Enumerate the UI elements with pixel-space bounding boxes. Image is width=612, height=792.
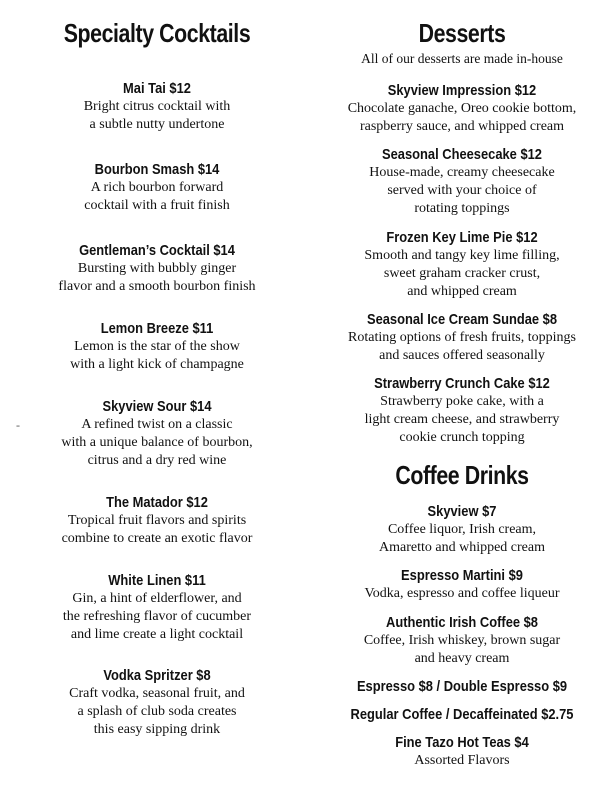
coffee-item-skyview: [322, 503, 602, 557]
item-name: Regular Coffee / Decaffeinated: [350, 706, 538, 723]
item-name-line: [32, 572, 281, 590]
item-name: Skyview Impression: [387, 82, 512, 99]
item-name-line: [342, 146, 583, 164]
cocktail-item-mai-tai: [12, 80, 302, 134]
item-desc: Vodka, espresso and coffee liqueur: [364, 586, 560, 601]
cocktail-item-lemon-breeze: [12, 320, 302, 374]
dessert-item-ice-cream-sundae: [322, 311, 602, 365]
item-desc: Coffee liquor, Irish cream,: [387, 522, 537, 537]
stray-mark: -: [16, 418, 20, 432]
item-name: Lemon Breeze: [100, 320, 189, 337]
coffee-item-hot-teas: [322, 734, 602, 770]
item-desc: a splash of club soda creates: [77, 704, 237, 719]
item-name-line: [32, 242, 281, 260]
item-price: $12: [516, 229, 538, 246]
item-desc: A rich bourbon forward: [90, 180, 224, 195]
item-desc: and whipped cream: [407, 284, 517, 299]
item-desc: Assorted Flavors: [414, 753, 510, 768]
cocktail-item-the-matador: [12, 494, 302, 548]
item-price: $11: [192, 320, 214, 337]
dessert-item-strawberry-crunch-cake: [322, 375, 602, 447]
item-desc: cookie crunch topping: [399, 430, 525, 445]
item-price: $12: [514, 82, 537, 99]
item-name-line: [342, 311, 583, 329]
item-price: $14: [197, 161, 220, 178]
item-name-line: [342, 82, 583, 100]
item-name: Bourbon Smash: [94, 161, 195, 178]
cocktail-item-vodka-spritzer: [12, 667, 302, 739]
item-name-line: [342, 567, 583, 585]
item-name: Mai Tai: [123, 80, 166, 97]
item-desc: Smooth and tangy key lime filling,: [364, 248, 560, 263]
item-name-line: [32, 667, 281, 685]
coffee-item-irish-coffee: [322, 614, 602, 668]
item-price: $14: [189, 398, 212, 415]
item-price: $4: [514, 734, 529, 751]
item-desc: Chocolate ganache, Oreo cookie bottom,: [347, 101, 577, 116]
item-desc: A refined twist on a classic: [81, 417, 233, 432]
item-name: White Linen: [108, 572, 182, 589]
item-desc: sweet graham cracker crust,: [383, 266, 541, 281]
item-desc: flavor and a smooth bourbon finish: [58, 279, 256, 294]
item-desc: served with your choice of: [387, 183, 537, 198]
item-desc: Coffee, Irish whiskey, brown sugar: [363, 633, 561, 648]
item-desc: Rotating options of fresh fruits, toppings: [348, 330, 576, 345]
coffee-title: Coffee Drinks: [395, 460, 529, 490]
item-desc: raspberry sauce, and whipped cream: [359, 119, 565, 134]
desserts-title: Desserts: [418, 18, 506, 48]
item-desc: the refreshing flavor of cucumber: [62, 609, 252, 624]
item-desc: and sauces offered seasonally: [379, 348, 545, 363]
item-desc: Craft vodka, seasonal fruit, and: [69, 686, 245, 701]
dessert-item-frozen-key-lime-pie: [322, 229, 602, 301]
item-name-line: [342, 375, 583, 393]
item-desc: and lime create a light cocktail: [70, 627, 244, 642]
item-name-line: [32, 320, 281, 338]
item-price: $9: [508, 567, 523, 584]
item-desc: Tropical fruit flavors and spirits: [67, 513, 247, 528]
item-name-line: [32, 161, 281, 179]
item-name: Gentleman’s Cocktail: [79, 242, 210, 259]
item-name-line: [342, 503, 583, 521]
item-name: Fine Tazo Hot Teas: [395, 734, 511, 751]
coffee-item-espresso-martini: [322, 567, 602, 603]
item-desc: with a unique balance of bourbon,: [61, 435, 253, 450]
item-name-line: [342, 678, 583, 696]
item-price: $7: [482, 503, 497, 520]
item-name: Espresso $8 / Double Espresso: [356, 678, 550, 695]
item-desc: cocktail with a fruit finish: [84, 198, 230, 213]
item-desc: Bursting with bubbly ginger: [77, 261, 237, 276]
coffee-item-espresso: [322, 678, 602, 696]
item-price: $9: [552, 678, 568, 695]
cocktail-item-skyview-sour: [12, 398, 302, 470]
item-price: $12: [169, 80, 191, 97]
item-name-line: [342, 734, 583, 752]
item-name-line: [342, 614, 583, 632]
cocktails-title: Specialty Cocktails: [63, 18, 251, 48]
cocktail-item-bourbon-smash: [12, 161, 302, 215]
cocktail-item-white-linen: [12, 572, 302, 644]
item-name: Skyview Sour: [102, 398, 187, 415]
item-desc: Gin, a hint of elderflower, and: [72, 591, 242, 606]
item-desc: citrus and a dry red wine: [87, 453, 227, 468]
item-desc: this easy sipping drink: [93, 722, 221, 737]
item-desc: a subtle nutty undertone: [89, 117, 225, 132]
item-name: Authentic Irish Coffee: [386, 614, 521, 631]
item-price: $2.75: [541, 706, 574, 723]
item-desc: and heavy cream: [414, 651, 510, 666]
item-price: $12: [186, 494, 208, 511]
item-name: Skyview: [427, 503, 479, 520]
item-name: Seasonal Cheesecake: [382, 146, 517, 163]
item-desc: House-made, creamy cheesecake: [369, 165, 555, 180]
item-name: Frozen Key Lime Pie: [386, 229, 513, 246]
item-desc: light cream cheese, and strawberry: [364, 412, 560, 427]
dessert-item-skyview-impression: [322, 82, 602, 136]
item-desc: Strawberry poke cake, with a: [380, 394, 544, 409]
item-name-line: [32, 494, 281, 512]
item-price: $12: [528, 375, 550, 392]
coffee-item-regular-coffee: [322, 706, 602, 724]
item-name: Vodka Spritzer: [103, 667, 193, 684]
item-desc: Bright citrus cocktail with: [83, 99, 231, 114]
item-name: Espresso Martini: [401, 567, 505, 584]
item-price: $8: [523, 614, 538, 631]
item-price: $11: [184, 572, 206, 589]
dessert-item-seasonal-cheesecake: [322, 146, 602, 218]
item-desc: rotating toppings: [414, 201, 510, 216]
item-name: Strawberry Crunch Cake: [374, 375, 525, 392]
item-name: The Matador: [106, 494, 183, 511]
item-name-line: [32, 80, 281, 98]
item-name-line: [342, 706, 583, 724]
item-name: Seasonal Ice Cream Sundae: [366, 311, 540, 328]
item-name-line: [32, 398, 281, 416]
item-price: $14: [213, 242, 235, 259]
item-desc: Lemon is the star of the show: [74, 339, 240, 354]
item-price: $8: [196, 667, 211, 684]
item-name-line: [342, 229, 583, 247]
item-price: $8: [542, 311, 558, 328]
desserts-subtitle: All of our desserts are made in-house: [361, 51, 563, 66]
item-price: $12: [520, 146, 542, 163]
item-desc: Amaretto and whipped cream: [379, 540, 545, 555]
item-desc: combine to create an exotic flavor: [61, 531, 253, 546]
cocktail-item-gentlemans-cocktail: [12, 242, 302, 296]
item-desc: with a light kick of champagne: [70, 357, 244, 372]
